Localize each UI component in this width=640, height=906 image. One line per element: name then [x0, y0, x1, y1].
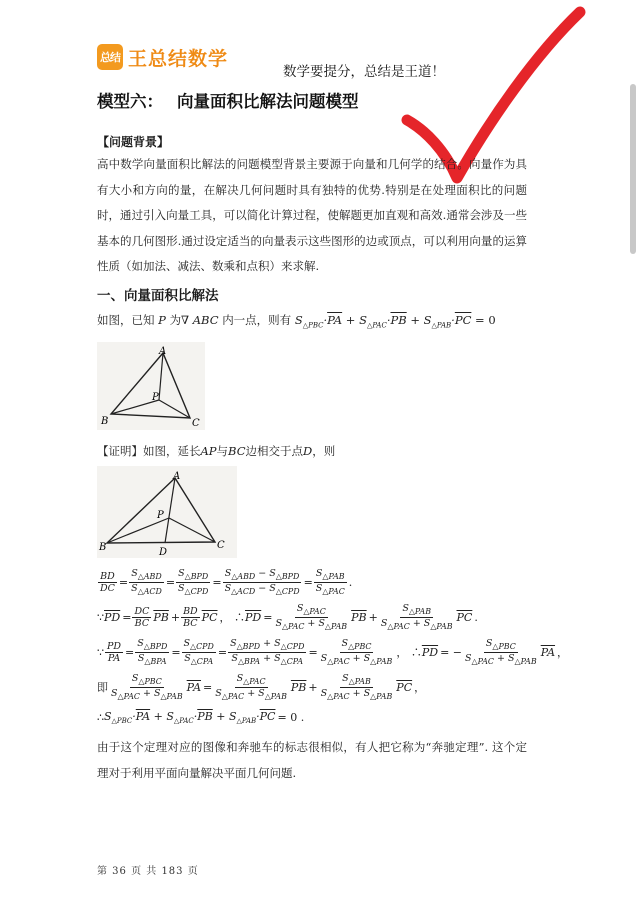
fig2-label-d: D — [159, 547, 168, 558]
fig2-label-c: C — [217, 540, 225, 551]
brand-name: 王总结数学 — [128, 48, 229, 70]
fig1-label-a: A — [159, 346, 167, 357]
fig2-label-p: P — [157, 510, 164, 521]
conclusion-paragraph: 由于这个定理对应的图像和奔驰车的标志很相似，有人把它称为“奔驰定理”. 这个定理对于利用平面向量解决平面几何问题. — [97, 740, 527, 780]
brand-logo-icon: 总结 — [97, 44, 123, 70]
scrollbar-thumb[interactable] — [630, 84, 636, 254]
formula-line-3: ∵ $\frac{PD}{PA}$ = $\frac{S_{\triangle BPD}}{S_{\triangle BPA}}$ = $\frac{S_{\triangle CPD}}{S_{\triangle CPA}}$ = $\frac{S_{\triangle BPD} + S_{\triangle CPD}}{S_{\triangle BPA} + S_{\triangle CPA}}$ = $\frac{S_{\triangle PBC}}{S_{\triangle PAC} + S_{\triangle PAB}}$ ， ∴ $\overline{PD}$ = − $\frac{S_{\triangle PBC}}{S_{\triangle PAC} + S_{\triangle PAB}}$ $\overline{PA}$ ， — [97, 638, 569, 666]
triangle-figure-1 — [97, 342, 205, 430]
triangle-figure-2 — [97, 466, 237, 558]
page-footer: 第 36 页 共 183 页 — [97, 866, 199, 877]
background-heading: 【问题背景】 — [97, 135, 170, 149]
fig2-label-b: B — [99, 542, 107, 553]
background-paragraph: 高中数学向量面积比解法的问题模型背景主要源于向量和几何学的结合。向量作为具有大小和方向的量，在解决几何问题时具有独特的优势.特别是在处理面积比的问题时，通过引入向量工具，可以简化计算过程，使解题更加直观和高效.通常会涉及一些基本的几何图形.通过设定适当的向量表示这些图形的边或顶点，可以利用向量的运算性质（如加法、减法、数乘和点积）来求解. — [97, 157, 527, 273]
formula-line-5: ∴ $S_{\triangle PBC}\cdot\overline{PA} + S_{\triangle PAC}\cdot\overline{PB} + S_{\triangle PAB}\cdot\overline{PC}$ = 0 . — [97, 710, 305, 726]
formula-line-1: $\frac{BD}{DC}$ = $\frac{S_{\triangle ABD}}{S_{\triangle ACD}}$ = $\frac{S_{\triangle BPD}}{S_{\triangle CPD}}$ = $\frac{S_{\triangle ABD} - S_{\triangle BPD}}{S_{\triangle ACD} - S_{\triangle CPD}}$ = $\frac{S_{\triangle PAB}}{S_{\triangle PAC}}$ . — [100, 568, 353, 596]
proof-intro: 【证明】如图，延长AP与BC边相交于点D，则 — [97, 444, 336, 458]
fig1-label-p: P — [152, 392, 159, 403]
page-title: 模型六： 向量面积比解法问题模型 — [97, 92, 359, 111]
formula-line-4: 即 $\frac{S_{\triangle PBC}}{S_{\triangle PAC} + S_{\triangle PAB}}$ $\overline{PA}$ = $\frac{S_{\triangle PAC}}{S_{\triangle PAC} + S_{\triangle PAB}}$ $\overline{PB}$ + $\frac{S_{\triangle PAB}}{S_{\triangle PAC} + S_{\triangle PAB}}$ $\overline{PC}$ ， — [97, 673, 426, 701]
theorem-statement: 如图，已知 P 为∇ ABC 内一点，则有 $S_{\triangle PBC}\cdot\overline{PA} + S_{\triangle PAC}\cdot\overline{PB} + S_{\triangle PAB}\cdot\overline{PC} = 0$ — [97, 313, 496, 330]
fig1-label-b: B — [101, 416, 109, 427]
fig2-label-a: A — [173, 471, 181, 482]
formula-line-2: ∵ $\overline{PD}$ = $\frac{DC}{BC}$ $\overline{PB}$ + $\frac{BD}{BC}$ $\overline{PC}$ ， ∴ $\overline{PD}$ = $\frac{S_{\triangle PAC}}{S_{\triangle PAC} + S_{\triangle PAB}}$ $\overline{PB}$ + $\frac{S_{\triangle PAB}}{S_{\triangle PAC} + S_{\triangle PAB}}$ $\overline{PC}$ . — [97, 603, 478, 631]
section-title: 一、向量面积比解法 — [97, 288, 219, 304]
slogan: 数学要提分，总结是王道！ — [283, 64, 445, 80]
fig1-label-c: C — [192, 418, 200, 429]
